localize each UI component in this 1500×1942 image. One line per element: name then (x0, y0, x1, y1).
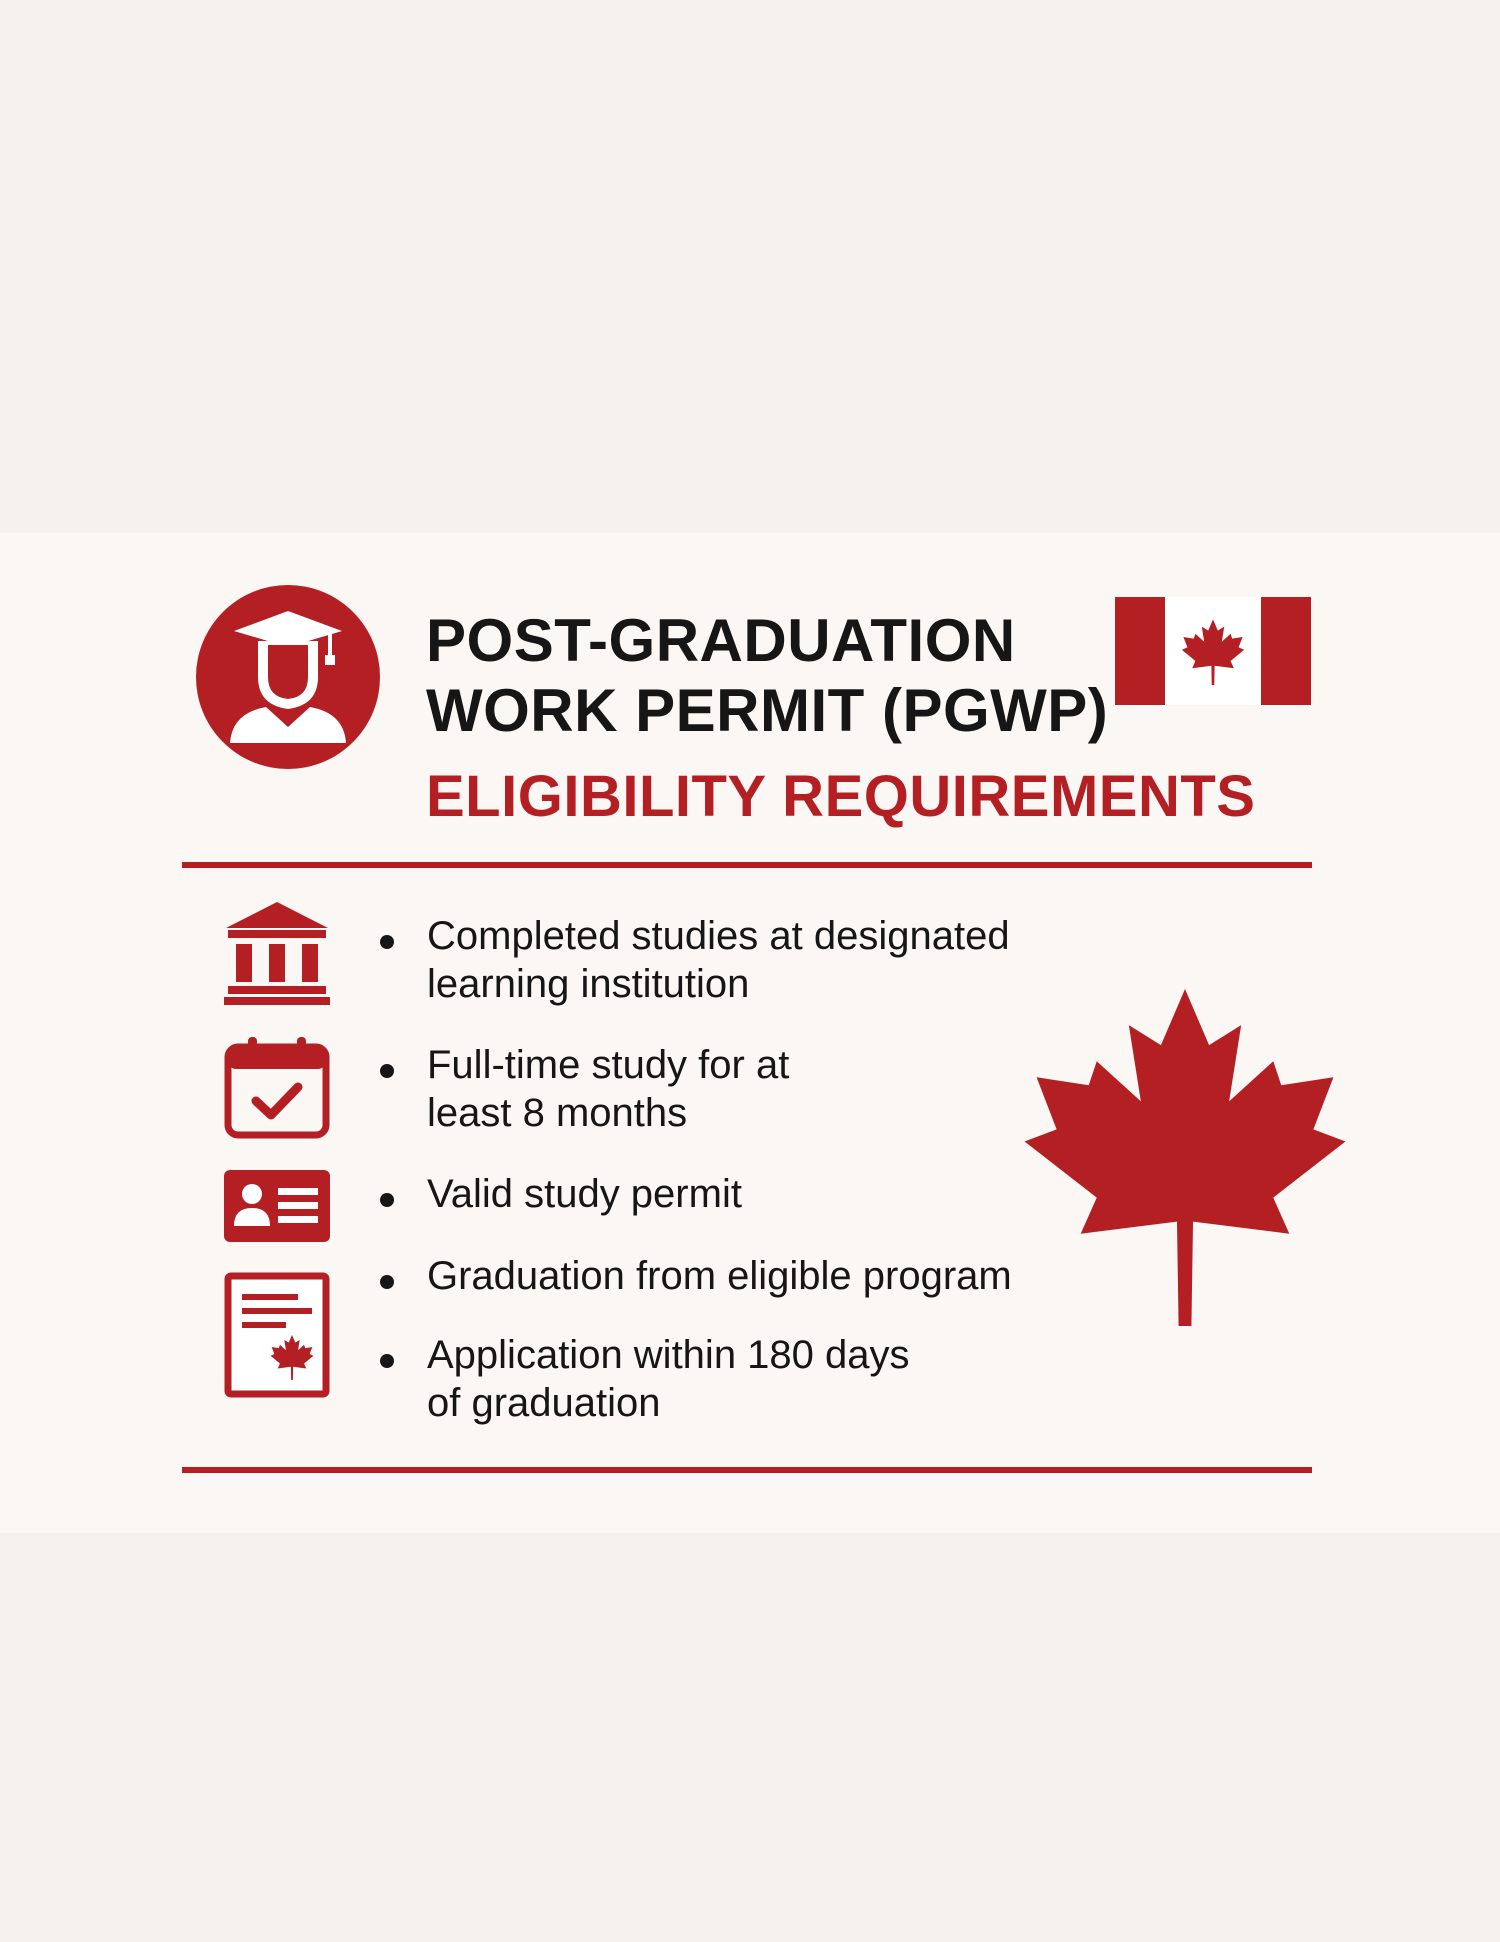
certificate-icon (224, 1272, 330, 1398)
divider-bottom (182, 1467, 1312, 1473)
page-subtitle: ELIGIBILITY REQUIREMENTS (426, 764, 1256, 829)
id-card-icon (224, 1170, 330, 1242)
graduate-icon (196, 585, 380, 769)
requirement-line: Graduation from eligible program (427, 1254, 1012, 1298)
title-line-1: POST-GRADUATION (426, 607, 1016, 674)
requirement-text (427, 912, 1010, 1008)
requirement-text (427, 1041, 789, 1137)
bullet (380, 1064, 394, 1078)
requirement-line: learning institution (427, 962, 750, 1006)
requirement-line: least 8 months (427, 1091, 688, 1135)
divider-top (182, 862, 1312, 868)
requirement-line: Completed studies at designated (427, 914, 1010, 958)
title-line-2: WORK PERMIT (PGWP) (426, 677, 1109, 744)
page-title (426, 606, 1108, 746)
requirement-text (427, 1252, 1012, 1300)
requirement-text (427, 1331, 910, 1427)
institution-icon (224, 900, 330, 1006)
requirement-line: of graduation (427, 1381, 661, 1425)
canada-flag-icon (1115, 597, 1311, 705)
bullet (380, 1275, 394, 1289)
requirement-text (427, 1170, 742, 1218)
requirement-line: Valid study permit (427, 1172, 742, 1216)
bullet (380, 1354, 394, 1368)
calendar-check-icon (224, 1035, 330, 1139)
bullet (380, 1193, 394, 1207)
bullet (380, 935, 394, 949)
requirement-line: Application within 180 days (427, 1333, 910, 1377)
maple-leaf-icon (1020, 985, 1350, 1330)
requirement-line: Full-time study for at (427, 1043, 790, 1087)
